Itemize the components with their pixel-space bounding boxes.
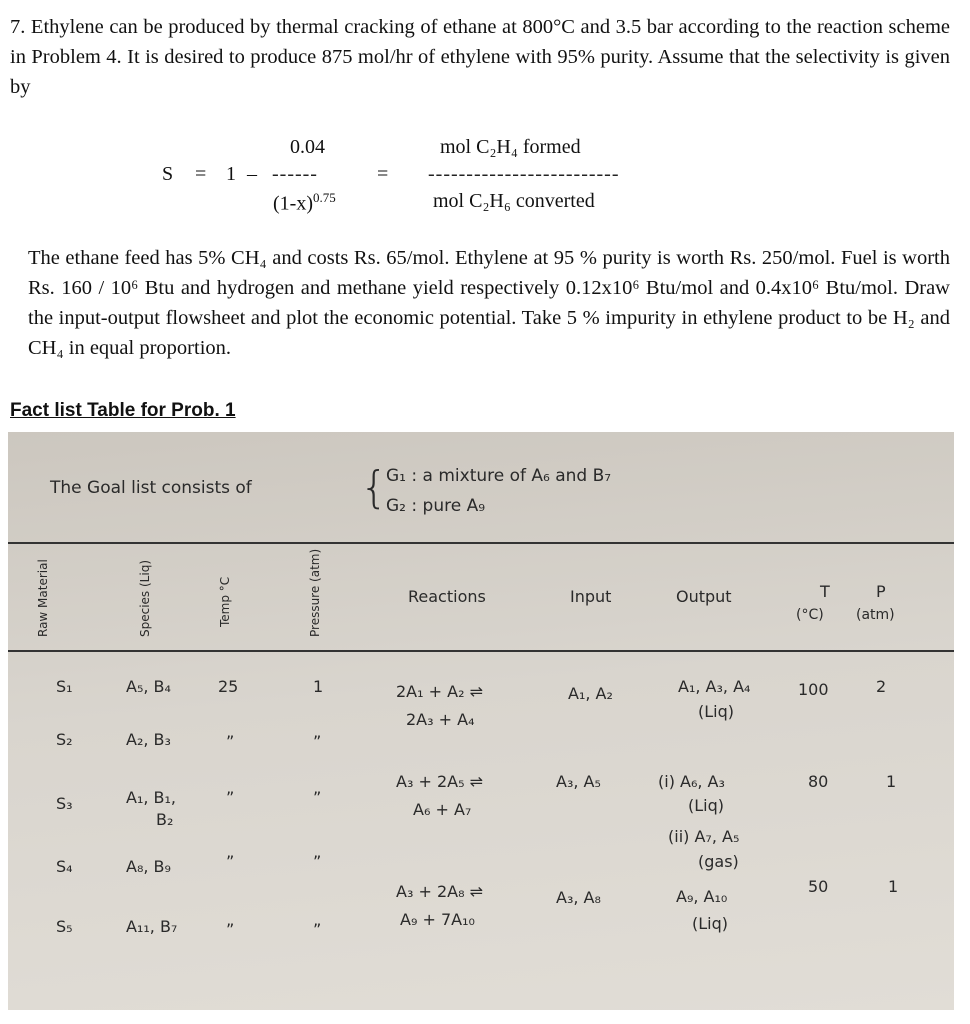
eq-denominator: $(1-x)^{0.75}$: [273, 190, 336, 215]
table-header-rule: [8, 650, 954, 652]
eq-equals-1: =: [195, 163, 207, 185]
row-3-pressure: ”: [313, 788, 322, 807]
row-4-species: A₈, B₉: [126, 857, 171, 876]
row-1-temp: 25: [218, 677, 239, 696]
eq-right-denominator: mol C₂H₆ converted: [433, 190, 595, 212]
goal-g2: G₂ : pure A₉: [386, 496, 486, 516]
problem-paragraph-1: 7. Ethylene can be produced by thermal cracking of ethane at 800°C and 3.5 bar according to the reaction scheme in Problem 4. It is desired to produce 875 mol/hr of ethylene with 95% purity. Assume that the selectivity is given by: [10, 16, 950, 98]
row-5-species: A₁₁, B₇: [126, 917, 178, 936]
reaction-1-t: 100: [798, 680, 829, 699]
row-3-species-2: B₂: [156, 810, 174, 829]
goal-brace: {: [360, 462, 388, 513]
header-species: Species (Liq): [138, 560, 152, 637]
eq-right-line: -------------------------: [428, 163, 620, 185]
row-5-pressure: ”: [313, 920, 322, 939]
header-p-unit: (atm): [856, 607, 895, 623]
row-4-pressure: ”: [313, 852, 322, 871]
header-raw-material: Raw Material: [36, 559, 50, 637]
handwritten-table-photo: [8, 432, 954, 1010]
row-1-species: A₅, B₄: [126, 677, 171, 696]
eq-fraction-line: ------: [272, 163, 318, 185]
reaction-1-output-1: A₁, A₃, A₄: [678, 677, 751, 696]
reaction-2-output-2: (Liq): [688, 796, 724, 815]
header-t-unit: (°C): [796, 607, 824, 623]
header-t: T: [820, 582, 830, 601]
reaction-3-output-1: A₉, A₁₀: [676, 887, 728, 906]
eq-right-numerator: mol C₂H₄ formed: [440, 136, 581, 158]
row-3-raw: S₃: [56, 794, 73, 813]
row-3-temp: ”: [226, 788, 235, 807]
header-p: P: [876, 582, 886, 601]
eq-one: 1: [226, 163, 236, 185]
row-1-pressure: 1: [313, 677, 324, 696]
goal-g1: G₁ : a mixture of A₆ and B₇: [386, 466, 612, 486]
reaction-2-line-1: A₃ + 2A₅ ⇌: [396, 772, 483, 791]
reaction-3-line-2: A₉ + 7A₁₀: [400, 910, 475, 929]
header-input: Input: [570, 587, 612, 606]
reaction-3-p: 1: [888, 877, 899, 896]
reaction-1-output-2: (Liq): [698, 702, 734, 721]
reaction-2-t: 80: [808, 772, 829, 791]
row-1-raw: S₁: [56, 677, 73, 696]
reaction-1-line-2: 2A₃ + A₄: [406, 710, 475, 729]
row-5-raw: S₅: [56, 917, 73, 936]
row-4-raw: S₄: [56, 857, 73, 876]
reaction-2-output-3: (ii) A₇, A₅: [668, 827, 740, 846]
row-4-temp: ”: [226, 852, 235, 871]
header-output: Output: [676, 587, 732, 606]
header-temp: Temp °C: [218, 576, 232, 627]
row-2-raw: S₂: [56, 730, 73, 749]
goal-intro: The Goal list consists of: [50, 478, 252, 498]
eq-numerator: 0.04: [290, 136, 325, 158]
header-pressure: Pressure (atm): [308, 548, 322, 637]
fact-list-caption: Fact list Table for Prob. 1: [10, 400, 236, 421]
reaction-1-input: A₁, A₂: [568, 684, 613, 703]
row-5-temp: ”: [226, 920, 235, 939]
eq-equals-2: =: [377, 163, 389, 185]
row-2-pressure: ”: [313, 732, 322, 751]
row-3-species: A₁, B₁,: [126, 788, 177, 807]
eq-lhs: S: [162, 163, 174, 185]
row-2-species: A₂, B₃: [126, 730, 171, 749]
reaction-3-output-2: (Liq): [692, 914, 728, 933]
row-2-temp: ”: [226, 732, 235, 751]
reaction-3-t: 50: [808, 877, 829, 896]
problem-paragraph-2: The ethane feed has 5% CH₄ and costs Rs. 65/mol. Ethylene at 95 % purity is worth Rs. 250/mol. Fuel is worth Rs. 160 / 10⁶ Btu and hydrogen and methane yield respectively 0.12x10⁶ Btu/mol and 0.4x10⁶ Btu/mol. Draw the input-output flowsheet and plot the economic potential. Take 5 % impurity in ethylene product to be H₂ and CH₄ in equal proportion.: [28, 247, 950, 359]
table-top-rule: [8, 542, 954, 544]
eq-minus: –: [247, 163, 257, 185]
reaction-2-output-4: (gas): [698, 852, 739, 871]
reaction-1-line-1: 2A₁ + A₂ ⇌: [396, 682, 483, 701]
reaction-1-p: 2: [876, 677, 887, 696]
reaction-3-input: A₃, A₈: [556, 888, 601, 907]
reaction-2-input: A₃, A₅: [556, 772, 601, 791]
reaction-2-output-1: (i) A₆, A₃: [658, 772, 725, 791]
header-reactions: Reactions: [408, 587, 486, 606]
reaction-2-p: 1: [886, 772, 897, 791]
reaction-2-line-2: A₆ + A₇: [413, 800, 472, 819]
reaction-3-line-1: A₃ + 2A₈ ⇌: [396, 882, 483, 901]
